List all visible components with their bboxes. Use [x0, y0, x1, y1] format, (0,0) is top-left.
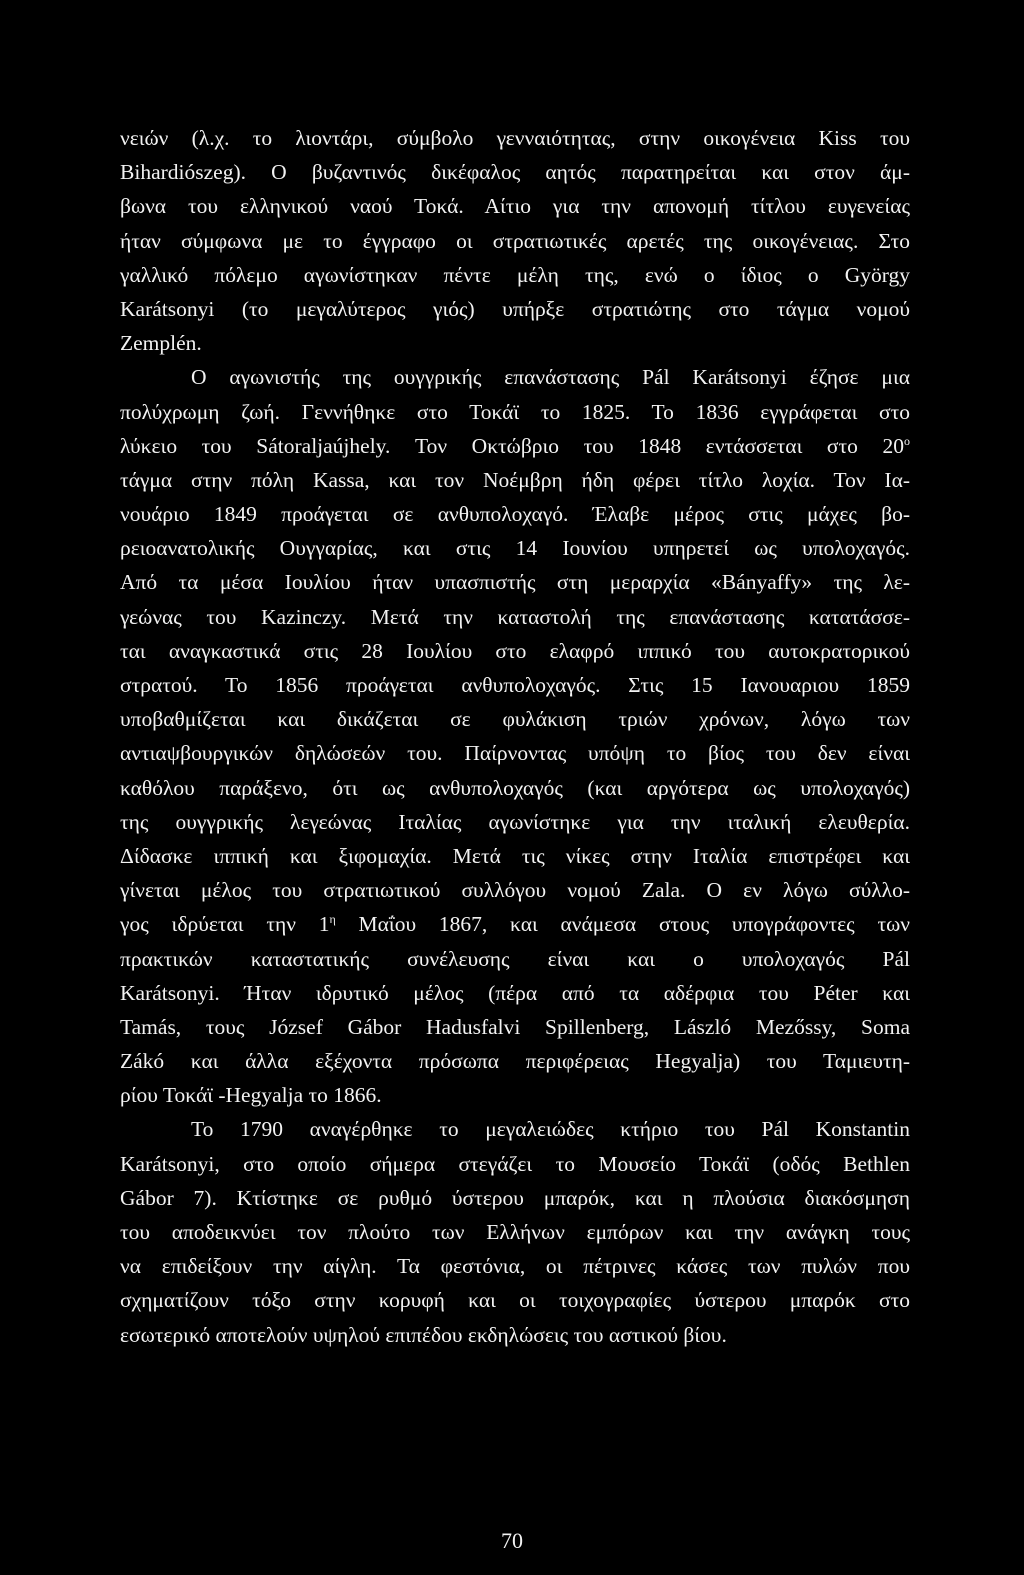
text-line — [120, 668, 910, 702]
text-line — [120, 600, 910, 634]
text-line — [120, 1318, 910, 1352]
text-line-content: αντιαψβουργικών δηλώσεών του. Παίρνοντας υπόψη το βίος του δεν είναι — [120, 741, 910, 766]
text-line-content: Karátsonyi, στο οποίο σήμερα στεγάζει το Μουσείο Τοκάϊ (οδός Bethlen — [120, 1151, 910, 1176]
text-line-content: Από τα μέσα Ιουλίου ήταν υπασπιστής στη μεραρχία «Bányaffy» της λε- — [120, 570, 910, 595]
text-line-content: πολύχρωμη ζωή. Γεννήθηκε στο Τοκάϊ το 1825. Το 1836 εγγράφεται στο — [120, 399, 910, 424]
text-line — [120, 326, 910, 360]
text-line-content: ρίου Τοκάϊ -Hegyalja το 1866. — [120, 1083, 382, 1108]
text-line-content: ται αναγκαστικά στις 28 Ιουλίου στο ελαφρό ιππικό του αυτοκρατορικού — [120, 638, 910, 663]
text-line-content: εσωτερικό αποτελούν υψηλού επιπέδου εκδηλώσεις του αστικού βίου. — [120, 1322, 727, 1347]
text-line-content: γαλλικό πόλεμο αγωνίστηκαν πέντε μέλη της, ενώ ο ίδιος ο György — [120, 262, 910, 287]
text-line — [120, 771, 910, 805]
text-line-content: Karátsonyi. Ήταν ιδρυτικό μέλος (πέρα από τα αδέρφια του Péter και — [120, 980, 910, 1005]
text-line — [120, 702, 910, 736]
text-line — [120, 189, 910, 223]
text-line — [120, 907, 910, 941]
text-line-content: ρειοανατολικής Ουγγαρίας, και στις 14 Ιουνίου υπηρετεί ως υπολοχαγός. — [120, 536, 910, 561]
text-line — [120, 155, 910, 189]
text-line-content: Zákó και άλλα εξέχοντα πρόσωπα περιφέρειας Hegyalja) του Ταμιευτη- — [120, 1049, 910, 1074]
text-line-content: Ο αγωνιστής της ουγγρικής επανάστασης Pál Karátsonyi έζησε μια — [191, 365, 910, 390]
text-line — [120, 121, 910, 155]
text-line-content: λύκειο του Sátoraljaújhely. Τον Οκτώβριο του 1848 εντάσσεται στο 20 — [120, 433, 904, 458]
text-line-content: Gábor 7). Κτίστηκε σε ρυθμό ύστερου μπαρόκ, και η πλούσια διακόσμηση — [120, 1185, 910, 1210]
text-line-content: γεώνας του Kazinczy. Μετά την καταστολή της επανάστασης κατατάσσε- — [120, 604, 910, 629]
text-line-content: Karátsonyi (το μεγαλύτερος γιός) υπήρξε στρατιώτης στο τάγμα νομού — [120, 296, 910, 321]
text-line — [120, 1010, 910, 1044]
text-line — [120, 942, 910, 976]
text-line — [120, 429, 910, 463]
text-line — [120, 873, 910, 907]
text-line — [120, 292, 910, 326]
superscript: η — [329, 912, 336, 927]
text-line-content: του αποδεικνύει τον πλούτο των Ελλήνων εμπόρων και την ανάγκη τους — [120, 1220, 910, 1244]
text-line — [120, 1249, 910, 1283]
text-line-content: νειών (λ.χ. το λιοντάρι, σύμβολο γενναιότητας, στην οικογένεια Kiss του — [120, 126, 910, 150]
text-line-content: Tamás, τους József Gábor Hadusfalvi Spillenberg, László Mezőssy, Soma — [120, 1014, 910, 1039]
text-line-content: γος ιδρύεται την 1 — [120, 912, 330, 937]
text-line — [120, 1215, 910, 1249]
text-line — [120, 531, 910, 565]
text-line-content: σχηματίζουν τόξο στην κορυφή και οι τοιχογραφίες ύστερου μπαρόκ στο — [120, 1288, 910, 1313]
text-line — [120, 258, 910, 292]
text-line-content: ήταν σύμφωνα με το έγγραφο οι στρατιωτικές αρετές της οικογένειας. Στο — [120, 228, 910, 253]
text-line-continuation: Μαΐου 1867, και ανάμεσα στους υπογράφοντες των — [335, 912, 910, 937]
text-line — [120, 395, 910, 429]
text-line — [120, 1283, 910, 1317]
text-line — [120, 565, 910, 599]
page-body — [120, 121, 910, 1352]
body-text — [120, 121, 910, 1352]
page-number: 70 — [501, 1528, 523, 1553]
text-line-content: γίνεται μέλος του στρατιωτικού συλλόγου νομού Zala. Ο εν λόγω σύλλο- — [120, 878, 910, 903]
text-line — [120, 1147, 910, 1181]
superscript: ο — [904, 433, 910, 448]
text-line-content: Δίδασκε ιππική και ξιφομαχία. Μετά τις νίκες στην Ιταλία επιστρέφει και — [120, 843, 910, 868]
text-line — [120, 1181, 910, 1215]
text-line-content: νουάριο 1849 προάγεται σε ανθυπολοχαγό. Έλαβε μέρος στις μάχες βο- — [120, 502, 910, 527]
text-line-content: της ουγγρικής λεγεώνας Ιταλίας αγωνίστηκε για την ιταλική ελευθερία. — [120, 809, 910, 834]
text-line — [120, 634, 910, 668]
text-line — [120, 736, 910, 770]
text-line-content: να επιδείξουν την αίγλη. Τα φεστόνια, οι πέτρινες κάσες των πυλών που — [120, 1254, 910, 1279]
text-line-content: καθόλου παράξενο, ότι ως ανθυπολοχαγός (και αργότερα ως υπολοχαγός) — [120, 775, 910, 800]
text-line-content: στρατού. Το 1856 προάγεται ανθυπολοχαγός. Στις 15 Ιανουαριου 1859 — [120, 673, 910, 697]
text-line — [120, 224, 910, 258]
text-line-content: Το 1790 αναγέρθηκε το μεγαλειώδες κτήριο του Pál Konstantin — [191, 1117, 910, 1142]
text-line-content: Bihardiószeg). Ο βυζαντινός δικέφαλος αητός παρατηρείται και στον άμ- — [120, 160, 910, 185]
text-line-content: υποβαθμίζεται και δικάζεται σε φυλάκιση τριών χρόνων, λόγω των — [120, 707, 910, 732]
text-line — [120, 976, 910, 1010]
text-line — [120, 1078, 910, 1112]
text-line — [120, 497, 910, 531]
text-line-content: πρακτικών καταστατικής συνέλευσης είναι και ο υπολοχαγός Pál — [120, 946, 910, 971]
text-line-content: Zemplén. — [120, 331, 202, 356]
text-line-content: τάγμα στην πόλη Kassa, και τον Νοέμβρη ήδη φέρει τίτλο λοχία. Τον Ια- — [120, 467, 910, 492]
text-line — [120, 839, 910, 873]
text-line-content: βωνα του ελληνικού ναού Τοκά. Αίτιο για την απονομή τίτλου ευγενείας — [120, 194, 910, 219]
text-line — [120, 463, 910, 497]
text-line — [120, 805, 910, 839]
text-line — [120, 1112, 910, 1146]
text-line — [120, 360, 910, 394]
text-line — [120, 1044, 910, 1078]
